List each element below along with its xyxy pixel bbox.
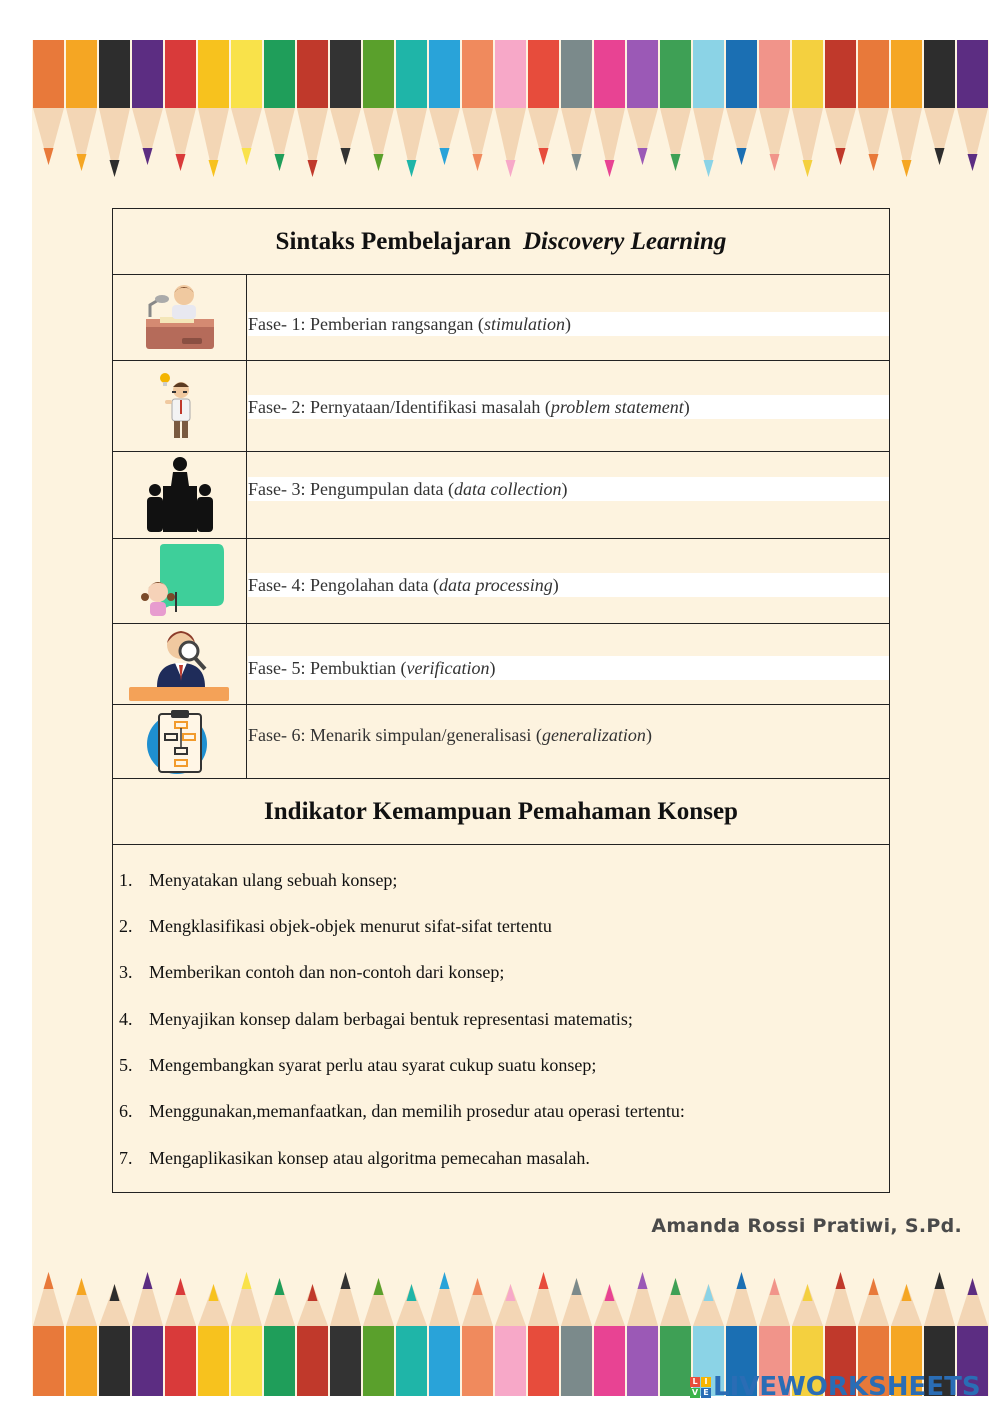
pencil-tip [341, 148, 351, 165]
syntax-table [112, 208, 890, 1193]
pencil-tip [374, 154, 384, 171]
pencil-body [429, 1326, 460, 1396]
pencil-body [693, 40, 724, 108]
list-text: Menggunakan,memanfaatkan, dan memilih prosedur atau operasi tertentu: [149, 1101, 685, 1121]
list-number: 5. [119, 1055, 133, 1075]
phase-text [248, 477, 889, 501]
list-item [119, 1009, 633, 1030]
phase-label: Fase- 1: Pemberian rangsangan ( [248, 314, 484, 334]
phase-icon-cell [113, 275, 247, 360]
logo-letter: I [701, 1377, 711, 1387]
pencil-tip [572, 154, 582, 171]
meeting-group-icon [145, 456, 215, 534]
phase-text [248, 656, 889, 680]
pencil-body [99, 40, 130, 108]
phase-term: problem statement [550, 397, 684, 417]
magnifier-man-icon [127, 625, 233, 703]
phase-text [248, 723, 889, 747]
list-number: 2. [119, 916, 133, 936]
pencil-body [429, 40, 460, 108]
phase-term: data collection [453, 479, 562, 499]
pencil-tip [374, 1278, 384, 1295]
pencil-tip [506, 160, 516, 177]
pencil-body [660, 1326, 691, 1396]
pencil-tip [572, 1278, 582, 1295]
pencil-tip [803, 160, 813, 177]
list-item [119, 1148, 590, 1169]
pencil-body [957, 40, 988, 108]
phase-term: verification [406, 658, 490, 678]
phase-label: Fase- 2: Pernyataan/Identifikasi masalah ( [248, 397, 551, 417]
pencil-tip [671, 154, 681, 171]
pencil-tip [902, 1284, 912, 1301]
pencil-tip [110, 1284, 120, 1301]
pencil-body [594, 40, 625, 108]
pencil-body [231, 1326, 262, 1396]
pencil-body [297, 40, 328, 108]
phase-row-1 [113, 275, 889, 361]
phase-label: Fase- 3: Pengumpulan data ( [248, 479, 454, 499]
pencil-body [660, 40, 691, 108]
pencil-tip [770, 154, 780, 171]
pencil-tip [242, 148, 252, 165]
pencil-tip [539, 148, 549, 165]
list-item [119, 916, 552, 937]
phase-icon-cell [113, 361, 247, 451]
pencil-tip [671, 1278, 681, 1295]
pencil-tip [308, 160, 318, 177]
pencil-tip [341, 1272, 351, 1289]
list-text: Mengklasifikasi objek-objek menurut sifat-sifat tertentu [149, 916, 552, 936]
phase-icon-cell [113, 705, 247, 778]
pencil-tip [638, 148, 648, 165]
pencil-body [165, 1326, 196, 1396]
liveworksheets-brand[interactable] [690, 1374, 981, 1400]
phase-paren: ) [561, 479, 568, 499]
pencil-body [858, 40, 889, 108]
pencil-tip [44, 1272, 54, 1289]
pencil-border-top-icon [32, 40, 989, 190]
pencil-body [165, 40, 196, 108]
phase-term: generalization [541, 725, 646, 745]
pencil-body [495, 1326, 526, 1396]
pencil-tip [968, 1278, 978, 1295]
indicator-list [113, 845, 889, 1192]
pencil-body [264, 40, 295, 108]
pencil-body [66, 1326, 97, 1396]
phase-row-2 [113, 361, 889, 452]
pencil-body [594, 1326, 625, 1396]
pencil-body [33, 40, 64, 108]
pencil-tip [638, 1272, 648, 1289]
pencil-tip [473, 154, 483, 171]
list-text: Mengaplikasikan konsep atau algoritma pemecahan masalah. [149, 1148, 590, 1168]
phase-paren: ) [645, 725, 652, 745]
pencil-tip [935, 148, 945, 165]
list-item [119, 1101, 685, 1122]
phase-text [248, 573, 889, 597]
pencil-tip [836, 148, 846, 165]
phase-icon-cell [113, 624, 247, 704]
logo-letter: V [691, 1387, 699, 1397]
pencil-tip [176, 154, 186, 171]
phase-paren: ) [552, 575, 559, 595]
studying-child-icon [142, 283, 218, 353]
list-text: Memberikan contoh dan non-contoh dari konsep; [149, 962, 505, 982]
pencil-tip [605, 1284, 615, 1301]
phase-paren: ) [683, 397, 690, 417]
pencil-body [726, 40, 757, 108]
pencil-body [891, 40, 922, 108]
pencil-body [198, 1326, 229, 1396]
phase-term: data processing [438, 575, 553, 595]
list-number: 7. [119, 1148, 133, 1168]
pencil-tip [143, 148, 153, 165]
phase-row-6 [113, 705, 889, 779]
phase-row-3 [113, 452, 889, 539]
pencil-body [66, 40, 97, 108]
pencil-body [231, 40, 262, 108]
pencil-tip [539, 1272, 549, 1289]
pencil-tip [473, 1278, 483, 1295]
list-number: 4. [119, 1009, 133, 1029]
pencil-tip [176, 1278, 186, 1295]
pencil-body [330, 1326, 361, 1396]
pencil-body [792, 40, 823, 108]
pencil-body [462, 1326, 493, 1396]
pencil-tip [77, 154, 87, 171]
pencil-body [627, 40, 658, 108]
pencil-tip [506, 1284, 516, 1301]
pencil-body [627, 1326, 658, 1396]
pencil-tip [407, 1284, 417, 1301]
pencil-tip [242, 1272, 252, 1289]
pencil-tip [869, 1278, 879, 1295]
pencil-tip [275, 1278, 285, 1295]
list-text: Mengembangkan syarat perlu atau syarat cukup suatu konsep; [149, 1055, 597, 1075]
indicator-heading [113, 779, 889, 845]
list-text: Menyatakan ulang sebuah konsep; [149, 870, 398, 890]
pencil-tip [770, 1278, 780, 1295]
phase-row-4 [113, 539, 889, 624]
phase-label: Fase- 5: Pembuktian ( [248, 658, 407, 678]
list-number: 1. [119, 870, 133, 890]
table-title-text: Sintaks Pembelajaran [275, 227, 511, 255]
pencil-body [528, 40, 559, 108]
pencil-tip [407, 160, 417, 177]
pencil-tip [737, 148, 747, 165]
pencil-body [396, 40, 427, 108]
pencil-tip [605, 160, 615, 177]
pencil-tip [869, 154, 879, 171]
list-item [119, 870, 397, 891]
pencil-body [198, 40, 229, 108]
indicator-heading-text: Indikator Kemampuan Pemahaman Konsep [264, 797, 738, 825]
list-number: 6. [119, 1101, 133, 1121]
pencil-tip [935, 1272, 945, 1289]
pencil-tip [308, 1284, 318, 1301]
table-title-italic: Discovery Learning [522, 227, 727, 255]
phase-paren: ) [489, 658, 496, 678]
table-title [113, 209, 889, 275]
pencil-tip [737, 1272, 747, 1289]
list-item [119, 1055, 596, 1076]
phase-text [248, 395, 889, 419]
pencil-tip [77, 1278, 87, 1295]
list-item [119, 962, 504, 983]
pencil-tip [110, 160, 120, 177]
pencil-tip [803, 1284, 813, 1301]
pencil-tip [968, 154, 978, 171]
pencil-body [99, 1326, 130, 1396]
idea-teacher-icon [155, 370, 205, 442]
pencil-tip [704, 160, 714, 177]
pencil-body [363, 40, 394, 108]
pencil-body [396, 1326, 427, 1396]
pencil-body [825, 40, 856, 108]
phase-row-5 [113, 624, 889, 705]
pencil-body [132, 40, 163, 108]
phase-label: Fase- 6: Menarik simpulan/generalisasi ( [248, 725, 542, 745]
brand-name: LIVEWORKSHEETS [713, 1372, 981, 1402]
pencil-body [924, 40, 955, 108]
logo-letter: E [701, 1388, 711, 1398]
pencil-body [561, 40, 592, 108]
phase-term: stimulation [483, 314, 565, 334]
pencil-body [33, 1326, 64, 1396]
pencil-body [495, 40, 526, 108]
pencil-tip [704, 1284, 714, 1301]
pencil-tip [143, 1272, 153, 1289]
flowchart-clipboard-icon [145, 708, 215, 776]
list-number: 3. [119, 962, 133, 982]
author-name: Amanda Rossi Pratiwi, S.Pd. [651, 1215, 962, 1237]
pencil-tip [209, 1284, 219, 1301]
pencil-body [132, 1326, 163, 1396]
pencil-body [561, 1326, 592, 1396]
pencil-tip [440, 148, 450, 165]
pencil-body [759, 40, 790, 108]
phase-label: Fase- 4: Pengolahan data ( [248, 575, 439, 595]
phase-paren: ) [564, 314, 571, 334]
pencil-body [462, 40, 493, 108]
pencil-body [363, 1326, 394, 1396]
pencil-tip [836, 1272, 846, 1289]
pencil-tip [440, 1272, 450, 1289]
phase-text [248, 312, 889, 336]
girl-speech-bubble-icon [134, 542, 226, 620]
pencil-body [297, 1326, 328, 1396]
pencil-body [528, 1326, 559, 1396]
liveworksheets-logo-icon [690, 1377, 711, 1398]
list-text: Menyajikan konsep dalam berbagai bentuk representasi matematis; [149, 1009, 633, 1029]
pencil-tip [209, 160, 219, 177]
pencil-body [264, 1326, 295, 1396]
pencil-tip [44, 148, 54, 165]
pencil-body [330, 40, 361, 108]
phase-icon-cell [113, 452, 247, 538]
pencil-tip [275, 154, 285, 171]
logo-letter: L [690, 1377, 700, 1387]
phase-icon-cell [113, 539, 247, 623]
pencil-tip [902, 160, 912, 177]
